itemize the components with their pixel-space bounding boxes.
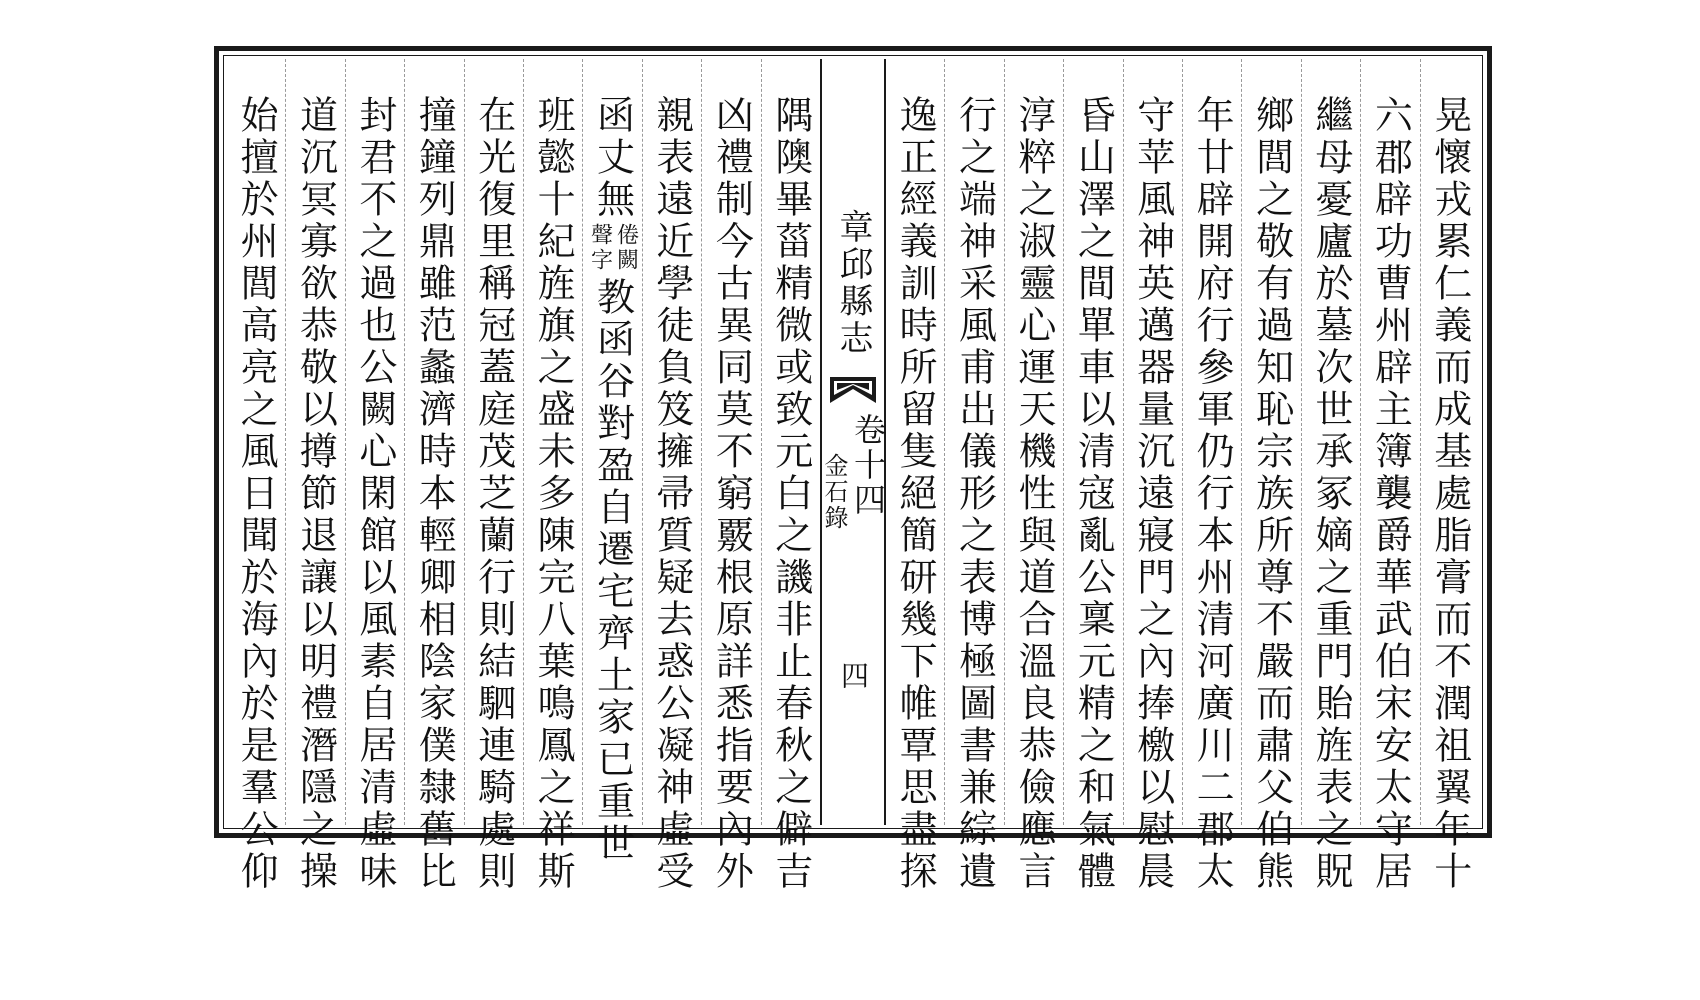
column-text: 行之端神采風甫出儀形之表博極圖書兼綜遺 — [952, 95, 997, 893]
center-fold-column — [820, 59, 886, 825]
text-column — [286, 59, 345, 893]
book-title: 章邱縣志 — [832, 209, 873, 357]
text-column — [1302, 59, 1361, 893]
text-columns — [227, 59, 1479, 893]
column-text: 道沉冥寡欲恭敬以撙節退讓以明禮潛隱之操 — [293, 95, 338, 893]
page-number: 四 — [836, 661, 870, 689]
text-column — [1183, 59, 1242, 893]
note-line-right: 倦闕 — [613, 223, 639, 273]
column-text: 淳粹之淑靈心運天機性與道合溫良恭儉應言 — [1011, 95, 1056, 893]
juan-row — [819, 413, 887, 531]
interlinear-note — [589, 223, 637, 273]
text-column — [346, 59, 405, 893]
text-column — [762, 59, 820, 893]
column-text: 鄉閭之敬有過知恥宗族所尊不嚴而肅父伯熊 — [1249, 95, 1294, 893]
text-column — [945, 59, 1004, 893]
text-column — [227, 59, 286, 893]
column-text: 昏山澤之間單車以清寇亂公稟元精之和氣體 — [1071, 95, 1116, 893]
note-line-left: 聲字 — [587, 223, 613, 273]
column-text: 親表遠近學徒負笈擁帚質疑去惑公凝神虛受 — [649, 95, 694, 893]
column-text: 逸正經義訓時所留隻絕簡研幾下帷覃思盡探 — [893, 95, 938, 893]
column-text: 繼母憂廬於墓次世承冢嫡之重門貽旌表之貺 — [1308, 95, 1353, 893]
section-label: 金石錄 — [819, 453, 848, 531]
column-with-note — [589, 95, 637, 865]
text-column — [1242, 59, 1301, 893]
column-text: 凶禮制今古異同莫不窮覈根原詳悉指要內外 — [709, 95, 754, 893]
text-column — [583, 59, 642, 865]
column-text: 函丈無 — [590, 95, 635, 221]
text-column — [1064, 59, 1123, 893]
column-text: 班懿十紀旌旗之盛未多陳完八葉鳴鳳之祥斯 — [531, 95, 576, 893]
page-frame — [214, 46, 1492, 893]
column-text: 封君不之過也公闕心閑館以風素自居清虛味 — [352, 95, 397, 893]
text-column — [1361, 59, 1420, 893]
text-column — [643, 59, 702, 893]
text-column — [1421, 59, 1479, 893]
volume-label: 卷十四 — [848, 413, 887, 518]
column-text: 始擅於州閭高亮之風日聞於海內於是羣公仰 — [234, 95, 279, 893]
text-column — [886, 59, 945, 893]
fishtail-ornament-icon — [828, 375, 878, 405]
text-column — [524, 59, 583, 893]
column-text: 撞鐘列鼎雖范蠡濟時本輕卿相陰家僕隸舊比 — [412, 95, 457, 893]
text-column — [1124, 59, 1183, 893]
column-text: 晃懷戎累仁義而成基處脂膏而不潤祖翼年十 — [1427, 95, 1472, 893]
text-column — [702, 59, 761, 893]
text-column — [1005, 59, 1064, 893]
column-text: 隅隩畢菑精微或致元白之譏非止春秋之僻吉 — [768, 95, 813, 893]
column-text: 年廿辟開府行參軍仍行本州清河廣川二郡太 — [1190, 95, 1235, 893]
column-text: 守苹風神英邁器量沉遠寢門之內捧檄以慰晨 — [1130, 95, 1175, 893]
column-text: 教函谷對盈自遷宅齊土家已重世 — [590, 277, 635, 865]
column-text: 在光復里稱冠蓋庭茂芝蘭行則結駟連騎處則 — [471, 95, 516, 893]
text-column — [465, 59, 524, 893]
text-column — [405, 59, 464, 893]
column-text: 六郡辟功曹州辟主簿襲爵華武伯宋安太守居 — [1368, 95, 1413, 893]
